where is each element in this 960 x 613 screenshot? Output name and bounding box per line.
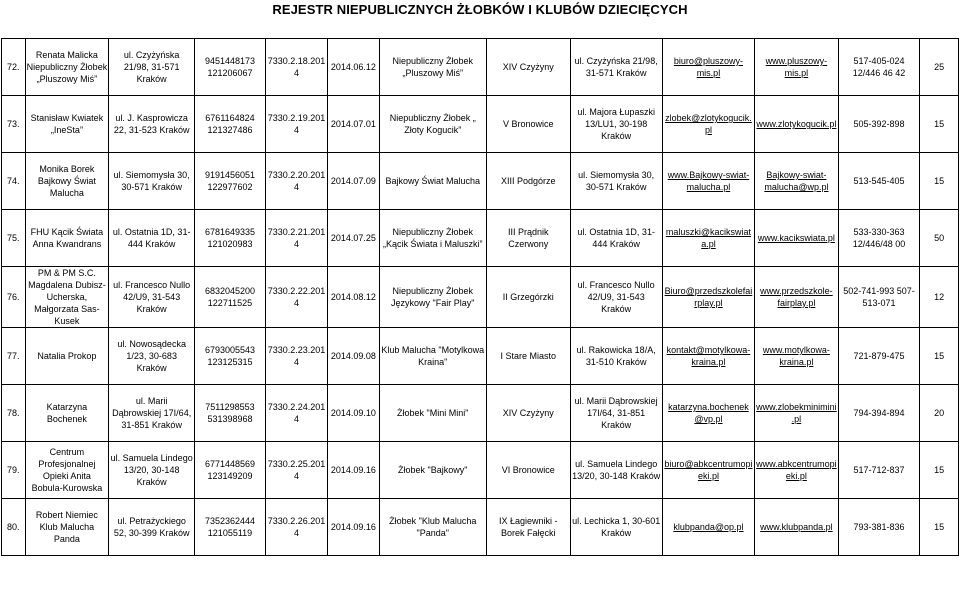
places-count: 15 <box>920 442 959 499</box>
institution-name: Bajkowy Świat Malucha <box>379 153 486 210</box>
email-link <box>662 442 754 499</box>
places-count: 50 <box>920 210 959 267</box>
website-link-text[interactable]: www.przedszkole-fairplay.pl <box>760 286 833 308</box>
district: III Prądnik Czerwony <box>486 210 570 267</box>
registration-date: 2014.09.08 <box>328 328 379 385</box>
phone-number: 793-381-836 <box>838 499 920 556</box>
district: V Bronowice <box>486 96 570 153</box>
email-link <box>662 499 754 556</box>
row-number: 79. <box>2 442 26 499</box>
email-link <box>662 39 754 96</box>
places-count: 12 <box>920 267 959 328</box>
table-row <box>2 442 959 499</box>
institution-address: ul. Majora Łupaszki 13/LU1, 30-198 Kraków <box>570 96 662 153</box>
email-link-text[interactable]: zlobek@zlotykogucik.pl <box>665 113 752 135</box>
website-link-text[interactable]: www.zlobekminimini.pl <box>756 402 837 424</box>
institution-name: Żłobek "Klub Malucha "Panda" <box>379 499 486 556</box>
website-link-text[interactable]: www.motylkowa-kraina.pl <box>762 345 830 367</box>
regon-nip: 9451448173 121206067 <box>195 39 266 96</box>
institution-name: Niepubliczny Żłobek „ Złoty Kogucik” <box>379 96 486 153</box>
places-count: 15 <box>920 328 959 385</box>
email-link <box>662 153 754 210</box>
regon-nip: 7511298553 531398968 <box>195 385 266 442</box>
email-link-text[interactable]: kontakt@motylkowa-kraina.pl <box>666 345 751 367</box>
website-link <box>755 39 839 96</box>
operator-name: Robert Niemiec Klub Malucha Panda <box>25 499 109 556</box>
registration-number: 7330.2.22.2014 <box>265 267 327 328</box>
registration-date: 2014.09.16 <box>328 442 379 499</box>
table-row <box>2 328 959 385</box>
row-number: 72. <box>2 39 26 96</box>
registration-number: 7330.2.25.2014 <box>265 442 327 499</box>
operator-name: Monika Borek Bajkowy Świat Malucha <box>25 153 109 210</box>
registration-number: 7330.2.20.2014 <box>265 153 327 210</box>
operator-address: ul. Marii Dąbrowskiej 17I/64, 31-851 Kraków <box>109 385 195 442</box>
district: II Grzegórzki <box>486 267 570 328</box>
institution-address: ul. Samuela Lindego 13/20, 30-148 Kraków <box>570 442 662 499</box>
registration-date: 2014.07.01 <box>328 96 379 153</box>
email-link-text[interactable]: www.Bajkowy-swiat-malucha.pl <box>667 170 750 192</box>
regon-nip: 6832045200 122711525 <box>195 267 266 328</box>
table-row <box>2 499 959 556</box>
website-link <box>755 385 839 442</box>
website-link <box>755 267 839 328</box>
operator-address: ul. Czyżyńska 21/98, 31-571 Kraków <box>109 39 195 96</box>
row-number: 77. <box>2 328 26 385</box>
places-count: 15 <box>920 96 959 153</box>
district: XIII Podgórze <box>486 153 570 210</box>
email-link <box>662 210 754 267</box>
phone-number: 513-545-405 <box>838 153 920 210</box>
registration-date: 2014.09.16 <box>328 499 379 556</box>
email-link-text[interactable]: katarzyna.bochenek@vp.pl <box>668 402 749 424</box>
email-link <box>662 385 754 442</box>
phone-number: 517-405-024 12/446 46 42 <box>838 39 920 96</box>
phone-number: 502-741-993 507-513-071 <box>838 267 920 328</box>
registration-date: 2014.08.12 <box>328 267 379 328</box>
operator-address: ul. J. Kasprowicza 22, 31-523 Kraków <box>109 96 195 153</box>
row-number: 80. <box>2 499 26 556</box>
district: XIV Czyżyny <box>486 385 570 442</box>
regon-nip: 7352362444 121055119 <box>195 499 266 556</box>
district: IX Łagiewniki - Borek Fałęcki <box>486 499 570 556</box>
institution-name: Żłobek "Bajkowy" <box>379 442 486 499</box>
registration-date: 2014.06.12 <box>328 39 379 96</box>
phone-number: 505-392-898 <box>838 96 920 153</box>
email-link-text[interactable]: Biuro@przedszkolefairplay.pl <box>664 286 753 308</box>
row-number: 73. <box>2 96 26 153</box>
registry-table <box>1 38 959 556</box>
table-row <box>2 267 959 328</box>
district: I Stare Miasto <box>486 328 570 385</box>
district: VI Bronowice <box>486 442 570 499</box>
institution-name: Niepubliczny Żłobek „Pluszowy Miś” <box>379 39 486 96</box>
website-link <box>755 210 839 267</box>
phone-number: 721-879-475 <box>838 328 920 385</box>
regon-nip: 6761164824 121327486 <box>195 96 266 153</box>
regon-nip: 6781649335 121020983 <box>195 210 266 267</box>
row-number: 78. <box>2 385 26 442</box>
email-link <box>662 96 754 153</box>
website-link <box>755 442 839 499</box>
registration-number: 7330.2.26.2014 <box>265 499 327 556</box>
regon-nip: 9191456051 122977602 <box>195 153 266 210</box>
website-link-text[interactable]: www.abkcentrumopieki.pl <box>756 459 837 481</box>
institution-address: ul. Siemomysła 30, 30-571 Kraków <box>570 153 662 210</box>
table-row <box>2 210 959 267</box>
institution-address: ul. Lechicka 1, 30-601 Kraków <box>570 499 662 556</box>
email-link <box>662 267 754 328</box>
email-link-text[interactable]: biuro@abkcentrumopieki.pl <box>664 459 753 481</box>
regon-nip: 6793005543 123125315 <box>195 328 266 385</box>
phone-number: 533-330-363 12/446/48 00 <box>838 210 920 267</box>
operator-name: Stanisław Kwiatek „InеSta” <box>25 96 109 153</box>
registration-number: 7330.2.21.2014 <box>265 210 327 267</box>
institution-address: ul. Francesco Nullo 42/U9, 31-543 Kraków <box>570 267 662 328</box>
website-link <box>755 499 839 556</box>
operator-name: Centrum Profesjonalnej Opieki Anita Bobula-Kurowska <box>25 442 109 499</box>
table-row <box>2 96 959 153</box>
operator-name: Natalia Prokop <box>25 328 109 385</box>
institution-address: ul. Czyżyńska 21/98, 31-571 Kraków <box>570 39 662 96</box>
operator-address: ul. Francesco Nullo 42/U9, 31-543 Kraków <box>109 267 195 328</box>
institution-name: Niepubliczny Żłobek Językowy "Fair Play" <box>379 267 486 328</box>
phone-number: 517-712-837 <box>838 442 920 499</box>
regon-nip: 6771448569 123149209 <box>195 442 266 499</box>
operator-address: ul. Petrażyckiego 52, 30-399 Kraków <box>109 499 195 556</box>
row-number: 75. <box>2 210 26 267</box>
places-count: 25 <box>920 39 959 96</box>
registration-date: 2014.09.10 <box>328 385 379 442</box>
email-link <box>662 328 754 385</box>
table-row <box>2 39 959 96</box>
registration-number: 7330.2.18.2014 <box>265 39 327 96</box>
table-row <box>2 153 959 210</box>
operator-name: FHU Kącik Świata Anna Kwandrans <box>25 210 109 267</box>
website-link-text[interactable]: Bajkowy-swiat-malucha@wp.pl <box>764 170 829 192</box>
website-link <box>755 96 839 153</box>
institution-address: ul. Marii Dąbrowskiej 17I/64, 31-851 Kraków <box>570 385 662 442</box>
district: XIV Czyżyny <box>486 39 570 96</box>
registration-number: 7330.2.24.2014 <box>265 385 327 442</box>
operator-name: Renata Malicka Niepubliczny Żłobek „Pluszowy Miś” <box>25 39 109 96</box>
institution-name: Klub Malucha "Motylkowa Kraina" <box>379 328 486 385</box>
website-link-text[interactable]: www.zlotykogucik.pl <box>756 119 837 129</box>
page-title: REJESTR NIEPUBLICZNYCH ŻŁOBKÓW I KLUBÓW DZIECIĘCYCH <box>272 2 688 17</box>
website-link-text[interactable]: www.kacikswiata.pl <box>757 233 835 243</box>
places-count: 15 <box>920 153 959 210</box>
row-number: 74. <box>2 153 26 210</box>
institution-address: ul. Rakowicka 18/A, 31-510 Kraków <box>570 328 662 385</box>
operator-address: ul. Samuela Lindego 13/20, 30-148 Kraków <box>109 442 195 499</box>
email-link-text[interactable]: maluszki@kacikswiata.pl <box>665 227 752 249</box>
operator-address: ul. Ostatnia 1D, 31-444 Kraków <box>109 210 195 267</box>
registration-date: 2014.07.25 <box>328 210 379 267</box>
row-number: 76. <box>2 267 26 328</box>
operator-address: ul. Nowosądecka 1/23, 30-683 Kraków <box>109 328 195 385</box>
registration-date: 2014.07.09 <box>328 153 379 210</box>
email-link-text[interactable]: klubpanda@op.pl <box>673 522 744 532</box>
website-link <box>755 153 839 210</box>
website-link-text[interactable]: www.klubpanda.pl <box>760 522 833 532</box>
website-link-text[interactable]: www.pluszowy-mis.pl <box>765 56 828 78</box>
operator-name: PM & PM S.C. Magdalena Dubisz-Ucherska, Małgorzata Sas-Kusek <box>25 267 109 328</box>
registration-number: 7330.2.19.2014 <box>265 96 327 153</box>
phone-number: 794-394-894 <box>838 385 920 442</box>
institution-name: Żłobek "Mini Mini" <box>379 385 486 442</box>
institution-name: Niepubliczny Żłobek „Kącik Świata i Maluszki” <box>379 210 486 267</box>
registration-number: 7330.2.23.2014 <box>265 328 327 385</box>
places-count: 15 <box>920 499 959 556</box>
operator-address: ul. Siemomysła 30, 30-571 Kraków <box>109 153 195 210</box>
places-count: 20 <box>920 385 959 442</box>
email-link-text[interactable]: biuro@pluszowy-mis.pl <box>673 56 744 78</box>
table-row <box>2 385 959 442</box>
operator-name: Katarzyna Bochenek <box>25 385 109 442</box>
institution-address: ul. Ostatnia 1D, 31-444 Kraków <box>570 210 662 267</box>
website-link <box>755 328 839 385</box>
